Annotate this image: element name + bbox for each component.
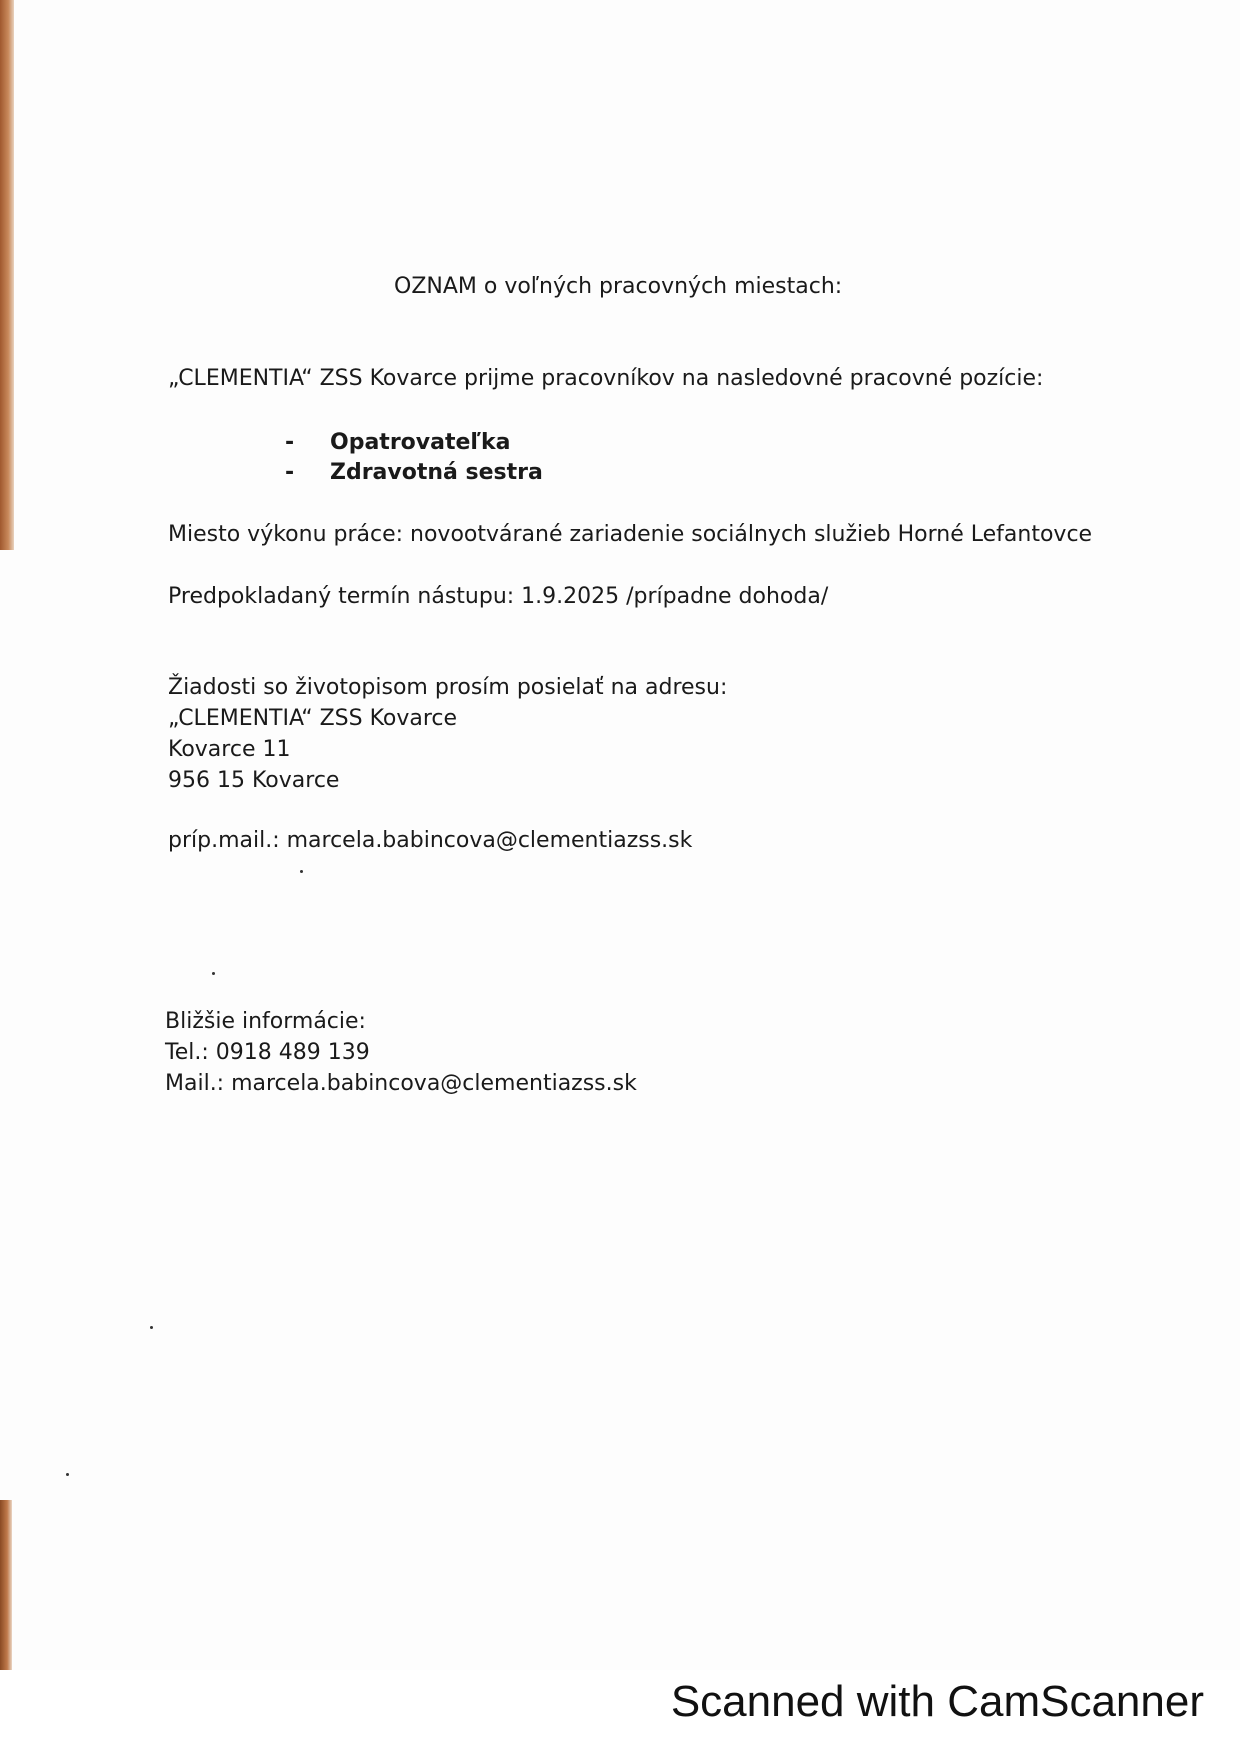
alternate-mail-line: príp.mail.: marcela.babincova@clementiazss.sk <box>168 828 693 853</box>
workplace-line: Miesto výkonu práce: novootvárané zariadenie sociálnych služieb Horné Lefantovce <box>168 522 1093 547</box>
position-label: Zdravotná sestra <box>330 460 543 485</box>
application-heading: Žiadosti so životopisom prosím posielať na adresu: <box>168 675 728 700</box>
address-line: Kovarce 11 <box>168 737 291 762</box>
scan-speck <box>212 972 215 975</box>
application-address <box>168 672 727 796</box>
start-date-line: Predpokladaný termín nástupu: 1.9.2025 /prípadne dohoda/ <box>168 584 829 609</box>
list-item <box>285 458 543 488</box>
contact-info <box>165 1006 637 1099</box>
scan-speck <box>300 870 303 873</box>
scan-speck <box>66 1473 69 1476</box>
positions-list <box>285 428 543 488</box>
contact-mail: Mail.: marcela.babincova@clementiazss.sk <box>165 1071 637 1096</box>
address-line: 956 15 Kovarce <box>168 768 340 793</box>
announcement-intro: „CLEMENTIA“ ZSS Kovarce prijme pracovníkov na nasledovné pracovné pozície: <box>168 366 1044 391</box>
page-edge-shadow-top <box>0 0 14 550</box>
contact-heading: Bližšie informácie: <box>165 1009 366 1034</box>
list-dash: - <box>285 430 295 455</box>
list-item <box>285 428 543 458</box>
position-label: Opatrovateľka <box>330 430 511 455</box>
address-line: „CLEMENTIA“ ZSS Kovarce <box>168 706 458 731</box>
camscanner-watermark: Scanned with CamScanner <box>670 1677 1204 1726</box>
list-dash: - <box>285 460 295 485</box>
scan-speck <box>150 1326 153 1329</box>
announcement-title: OZNAM o voľných pracovných miestach: <box>394 274 843 299</box>
page-edge-shadow-bottom <box>0 1500 12 1670</box>
contact-phone: Tel.: 0918 489 139 <box>165 1040 370 1065</box>
